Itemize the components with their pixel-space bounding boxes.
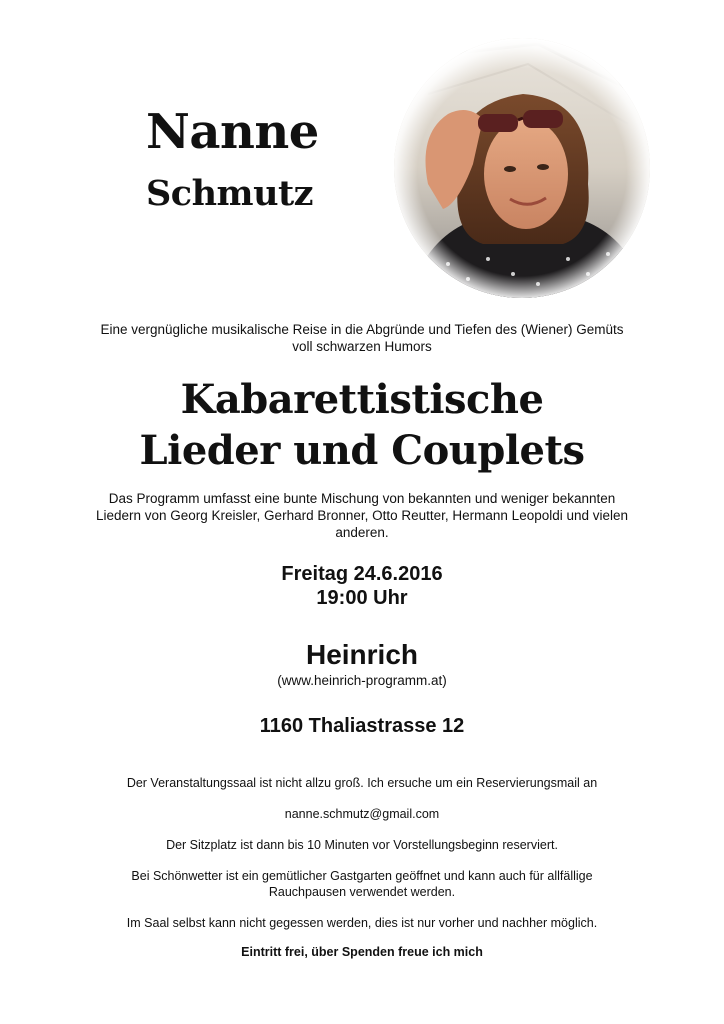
program-line-2: Liedern von Georg Kreisler, Gerhard Bronner, Otto Reutter, Hermann Leopoldi und vielen [95, 508, 629, 523]
intro-line-2: voll schwarzen Humors [292, 339, 432, 354]
intro-line-1: Eine vergnügliche musikalische Reise in die Abgründe und Tiefen des (Wiener) Gemüts [100, 322, 624, 337]
headline-line-2: Lieder und Couplets [139, 427, 585, 474]
seat-note: Der Sitzplatz ist dann bis 10 Minuten vor Vorstellungsbeginn reserviert. [166, 838, 558, 852]
entry-note: Eintritt frei, über Spenden freue ich mich [241, 945, 483, 959]
garden-line-2: Rauchpausen verwendet werden. [268, 885, 456, 899]
event-address: 1160 Thaliastrasse 12 [259, 715, 465, 737]
garden-note [0, 868, 724, 900]
performer-last-name: Schmutz [146, 173, 314, 214]
intro-text [0, 321, 724, 355]
event-venue: Heinrich [305, 639, 419, 670]
event-time: 19:00 Uhr [316, 587, 408, 609]
garden-line-1: Bei Schönwetter ist ein gemütlicher Gastgarten geöffnet und kann auch für allfällige [131, 869, 593, 883]
program-line-1: Das Programm umfasst eine bunte Mischung von bekannten und weniger bekannten [108, 491, 616, 506]
venue-website: (www.heinrich-programm.at) [277, 673, 447, 688]
program-line-3: anderen. [335, 525, 389, 540]
performer-first-name: Nanne [146, 104, 319, 160]
program-description [0, 490, 724, 541]
portrait-photo [388, 34, 656, 300]
headline-line-1: Kabarettistische [180, 376, 544, 423]
food-note: Im Saal selbst kann nicht gegessen werden, dies ist nur vorher und nachher möglich. [126, 916, 598, 930]
contact-email: nanne.schmutz@gmail.com [284, 807, 440, 821]
reservation-note: Der Veranstaltungssaal ist nicht allzu groß. Ich ersuche um ein Reservierungsmail an [126, 776, 598, 790]
event-date: Freitag 24.6.2016 [281, 563, 443, 585]
portrait-illustration [388, 34, 656, 300]
